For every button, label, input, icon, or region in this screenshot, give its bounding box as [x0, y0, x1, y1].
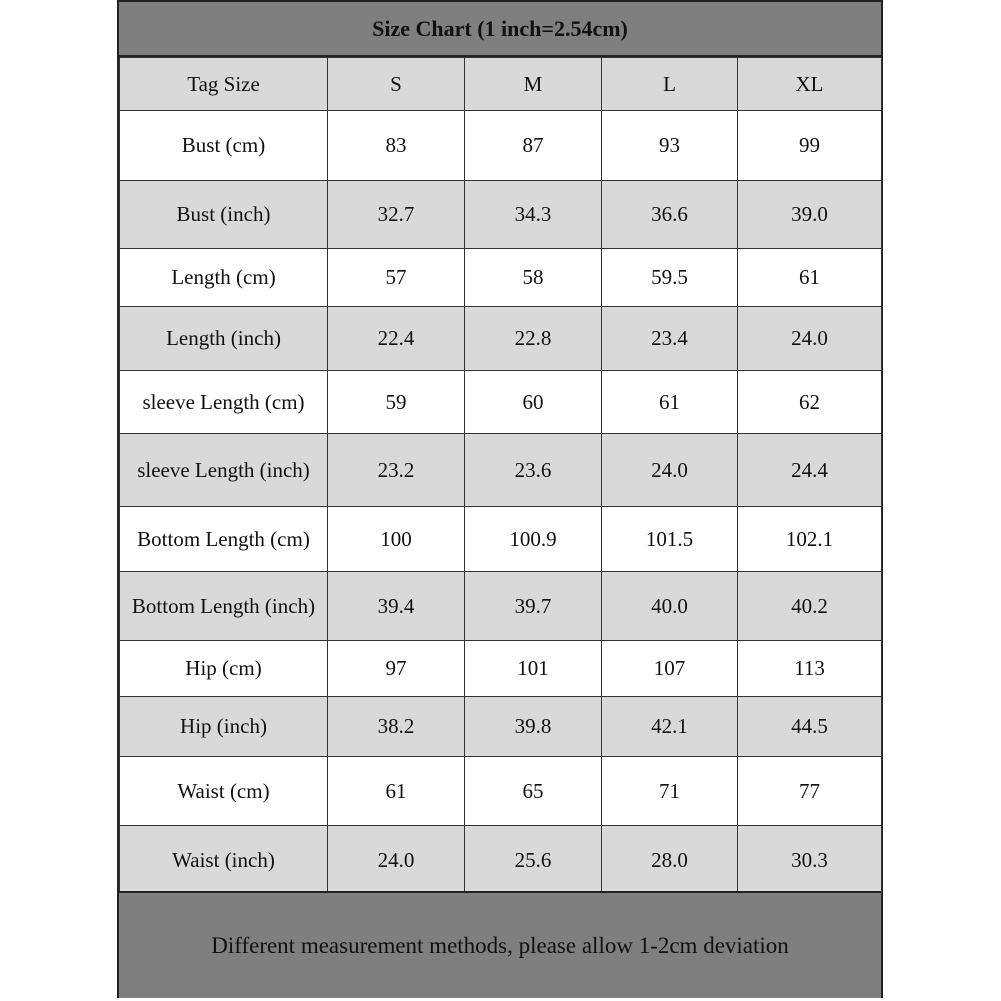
deviation-note: Different measurement methods, please allow 1-2cm deviation: [119, 891, 881, 998]
table-cell: 60: [465, 371, 602, 434]
table-cell: 62: [738, 371, 882, 434]
table-cell: 30.3: [738, 826, 882, 895]
table-row: [120, 111, 882, 181]
row-label: sleeve Length (inch): [120, 434, 328, 507]
table-cell: 40.2: [738, 572, 882, 641]
table-cell: 57: [328, 249, 465, 307]
row-label: Hip (inch): [120, 697, 328, 757]
row-label: Length (cm): [120, 249, 328, 307]
table-cell: 40.0: [602, 572, 738, 641]
table-cell: 42.1: [602, 697, 738, 757]
chart-title: Size Chart (1 inch=2.54cm): [119, 2, 881, 57]
table-cell: 101.5: [602, 507, 738, 572]
table-row: [120, 697, 882, 757]
row-label: sleeve Length (cm): [120, 371, 328, 434]
table-cell: 24.0: [328, 826, 465, 895]
table-row: [120, 757, 882, 826]
row-label: Bottom Length (cm): [120, 507, 328, 572]
row-label: Hip (cm): [120, 641, 328, 697]
table-cell: 59: [328, 371, 465, 434]
table-cell: 58: [465, 249, 602, 307]
size-table: [119, 57, 882, 895]
table-cell: 24.0: [738, 307, 882, 371]
table-cell: 24.0: [602, 434, 738, 507]
table-row: [120, 371, 882, 434]
table-cell: 23.6: [465, 434, 602, 507]
table-row: [120, 572, 882, 641]
table-row: [120, 641, 882, 697]
table-cell: 87: [465, 111, 602, 181]
size-chart: [117, 0, 883, 998]
table-cell: 39.0: [738, 181, 882, 249]
header-size-xl: XL: [738, 58, 882, 111]
table-row: [120, 434, 882, 507]
table-cell: 77: [738, 757, 882, 826]
table-cell: 93: [602, 111, 738, 181]
table-cell: 23.2: [328, 434, 465, 507]
table-cell: 34.3: [465, 181, 602, 249]
table-cell: 71: [602, 757, 738, 826]
table-cell: 100.9: [465, 507, 602, 572]
header-row: [120, 58, 882, 111]
table-cell: 97: [328, 641, 465, 697]
table-cell: 44.5: [738, 697, 882, 757]
row-label: Length (inch): [120, 307, 328, 371]
table-cell: 24.4: [738, 434, 882, 507]
table-row: [120, 826, 882, 895]
table-cell: 22.4: [328, 307, 465, 371]
table-cell: 102.1: [738, 507, 882, 572]
table-cell: 39.7: [465, 572, 602, 641]
table-cell: 23.4: [602, 307, 738, 371]
table-cell: 100: [328, 507, 465, 572]
row-label: Bust (cm): [120, 111, 328, 181]
table-row: [120, 307, 882, 371]
table-row: [120, 507, 882, 572]
header-tag-size: Tag Size: [120, 58, 328, 111]
table-row: [120, 181, 882, 249]
table-cell: 28.0: [602, 826, 738, 895]
row-label: Bust (inch): [120, 181, 328, 249]
table-cell: 39.8: [465, 697, 602, 757]
table-cell: 22.8: [465, 307, 602, 371]
table-cell: 36.6: [602, 181, 738, 249]
table-cell: 61: [328, 757, 465, 826]
header-size-s: S: [328, 58, 465, 111]
table-cell: 38.2: [328, 697, 465, 757]
table-cell: 61: [602, 371, 738, 434]
header-size-l: L: [602, 58, 738, 111]
row-label: Bottom Length (inch): [120, 572, 328, 641]
header-size-m: M: [465, 58, 602, 111]
table-cell: 101: [465, 641, 602, 697]
table-cell: 25.6: [465, 826, 602, 895]
table-cell: 99: [738, 111, 882, 181]
table-cell: 65: [465, 757, 602, 826]
table-cell: 59.5: [602, 249, 738, 307]
table-cell: 107: [602, 641, 738, 697]
table-cell: 83: [328, 111, 465, 181]
table-cell: 61: [738, 249, 882, 307]
row-label: Waist (cm): [120, 757, 328, 826]
row-label: Waist (inch): [120, 826, 328, 895]
table-cell: 32.7: [328, 181, 465, 249]
table-cell: 113: [738, 641, 882, 697]
table-cell: 39.4: [328, 572, 465, 641]
table-row: [120, 249, 882, 307]
